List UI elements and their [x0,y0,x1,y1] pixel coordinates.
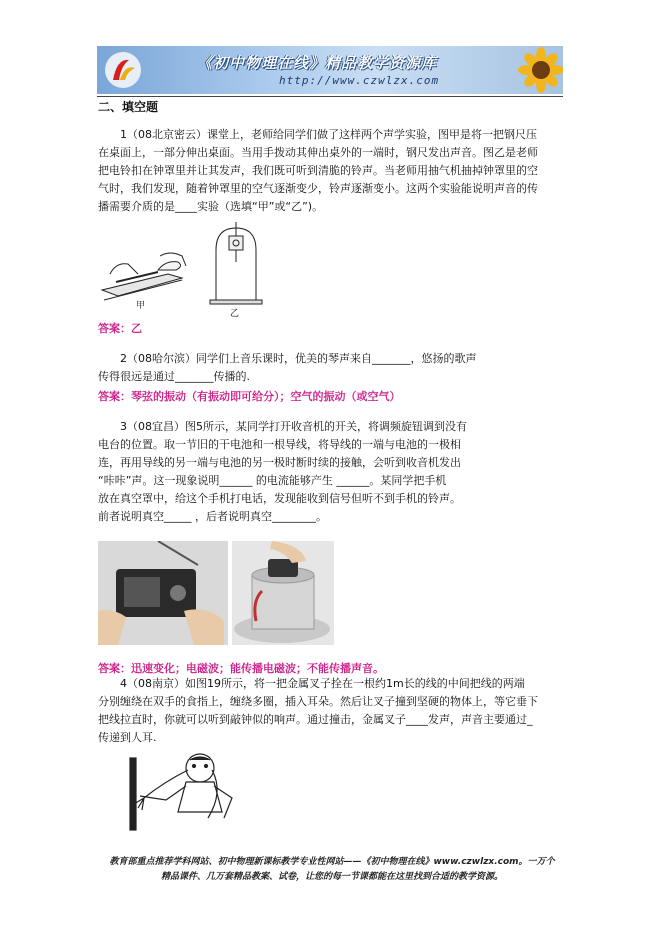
question-line: “咔咔”声。这一现象说明______ 的电流能够产生 ______。某同学把手机 [98,474,447,487]
answer-3: 答案：迅速变化；电磁波；能传播电磁波；不能传播声音。 [98,662,384,675]
figure-label-jia: 甲 [136,301,146,311]
question-1 [98,126,564,216]
answer-2: 答案：琴弦的振动（有振动即可给分）；空气的振动（或空气） [98,390,401,403]
question-line: 传递到人耳. [98,731,157,744]
figure-label-yi: 乙 [230,309,240,319]
question-line: 连，再用导线的另一端与电池的另一极时断时续的接触，会听到收音机发出 [98,456,461,469]
question-line: 传得很远是通过_______传播的. [98,370,250,383]
question-2 [98,350,564,386]
section-heading: 二、填空题 [98,100,159,114]
question-line: 分别缠绕在双手的食指上，缠绕多圈，插入耳朵。然后让叉子撞到坚硬的物体上，等它垂下 [98,695,538,708]
page-footer [97,855,567,885]
question-line: 3（08宜昌）图5所示，某同学打开收音机的开关，将调频旋钮调到没有 [120,420,467,433]
question-line: 4（08南京）如图19所示，将一把金属叉子拴在一根约1m长的线的中间把线的两端 [120,677,525,690]
question-line: 电台的位置。取一节旧的干电池和一根导线，将导线的一端与电池的一极相 [98,438,461,451]
site-logo-icon [103,50,143,90]
question-line: 播需要介质的是____实验（选填“甲”或“乙”)。 [98,200,324,213]
photo-radio [98,541,228,645]
banner-url[interactable]: http://www.czwlzx.com [279,74,440,87]
figure-fork-string [104,752,240,836]
photo-vacuum-jar [232,541,334,645]
header-banner [97,46,563,94]
question-line: 把电铃扣在钟罩里并让其发声，我们既可听到清脆的铃声。当老师用抽气机抽掉钟罩里的空 [98,164,538,177]
question-line: 前者说明真空_____ ，后者说明真空________。 [98,510,327,523]
question-line: 把线拉直时，你就可以听到敲钟似的响声。通过撞击，金属叉子____发声，声音主要通过_ [98,713,533,726]
figure-ruler-bell [98,222,268,320]
question-3 [98,418,564,526]
figure-bell-jar [210,222,262,304]
answer-1: 答案：乙 [98,322,142,335]
banner-title: 《初中物理在线》精品教学资源库 [197,54,438,72]
question-line: 1（08北京密云）课堂上，老师给同学们做了这样两个声学实验，图甲是将一把钢尺压 [120,128,537,141]
header-rule [97,96,563,97]
sunflower-icon [503,46,563,94]
question-line: 放在真空罩中，给这个手机打电话，发现能收到信号但听不到手机的铃声。 [98,492,461,505]
question-4 [98,675,564,747]
question-line: 2（08哈尔滨）同学们上音乐课时，优美的琴声来自_______，悠扬的歌声 [120,352,477,365]
question-line: 在桌面上，一部分伸出桌面。当用手拨动其伸出桌外的一端时，钢尺发出声音。图乙是老师 [98,146,538,159]
footer-line: 教育部重点推荐学科网站、初中物理新课标教学专业性网站——《初中物理在线》www.czwlzx.com。一万个 [109,857,555,867]
figure-ruler [102,253,186,300]
footer-line: 精品课件、几万套精品教案、试卷，让您的每一节课都能在这里找到合适的教学资源。 [160,872,503,882]
question-line: 气时，我们发现，随着钟罩里的空气逐渐变少，铃声逐渐变小。这两个实验能说明声音的传 [98,182,538,195]
